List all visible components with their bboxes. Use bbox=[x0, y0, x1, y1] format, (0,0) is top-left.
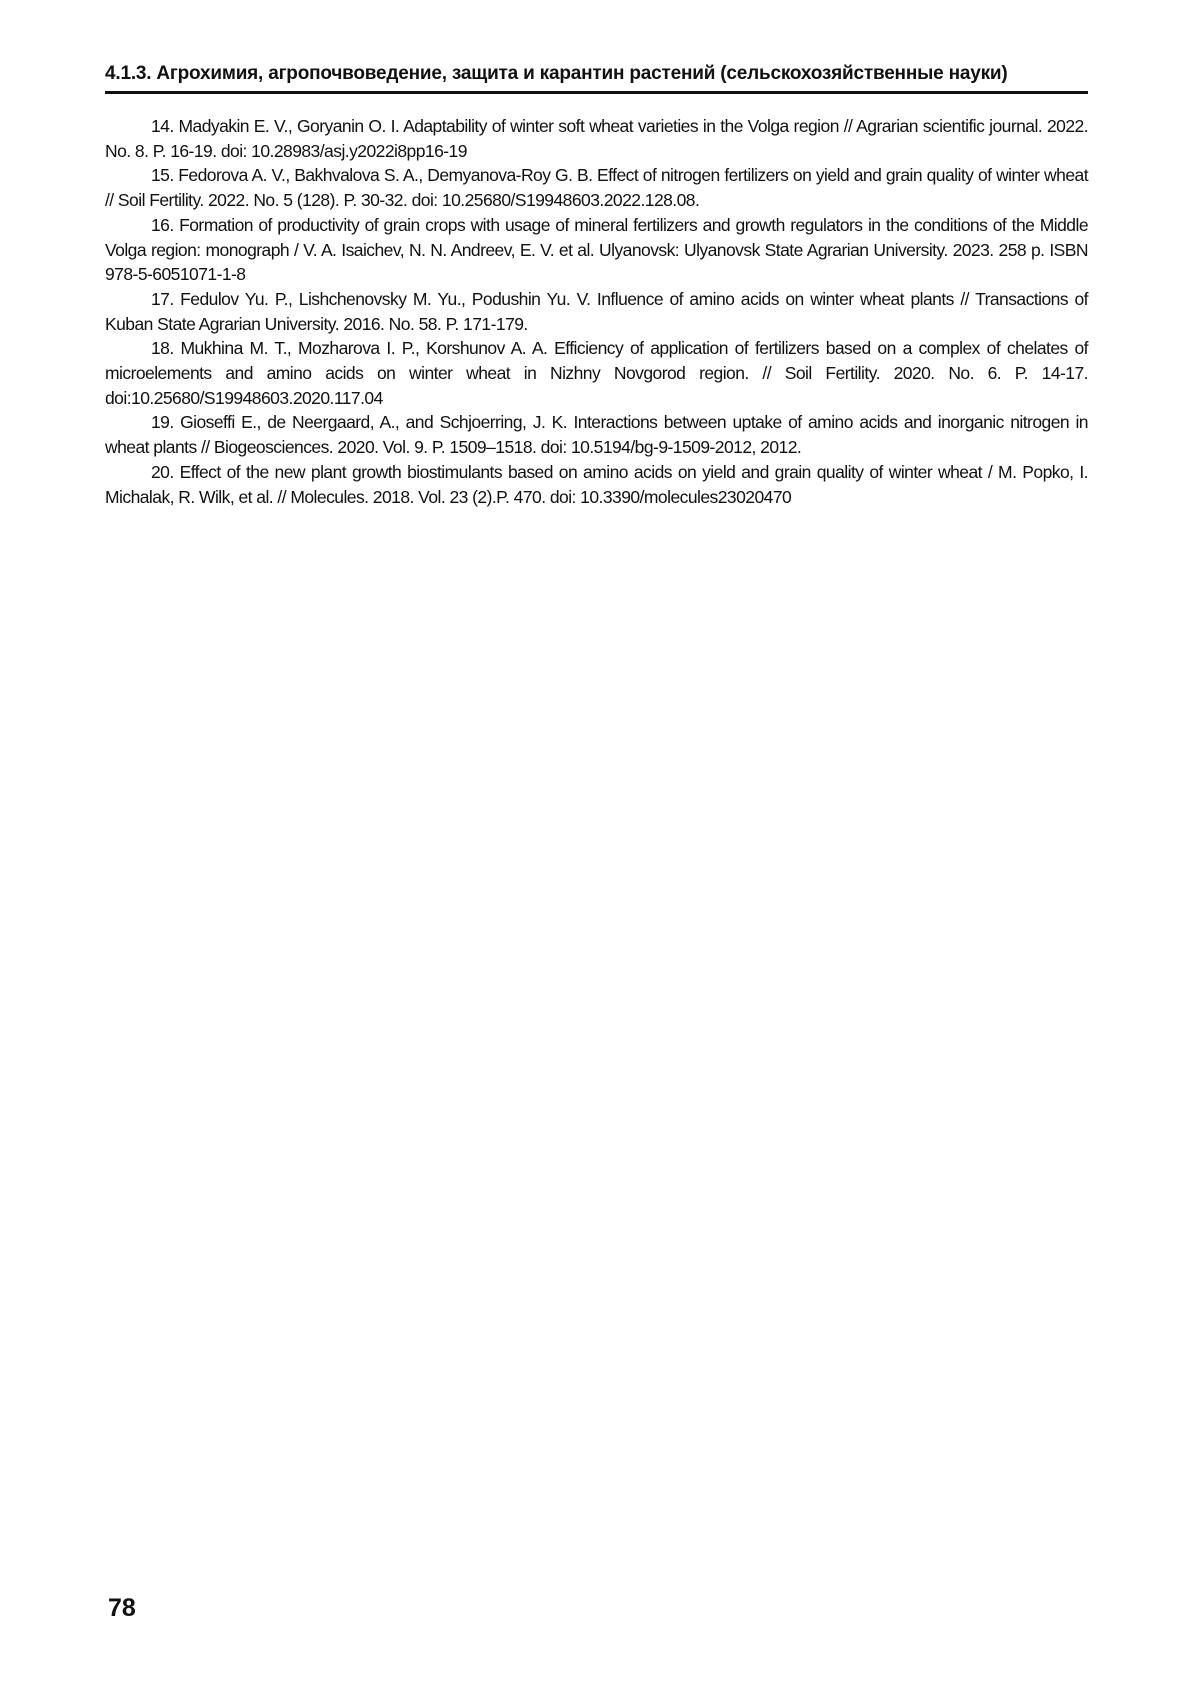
reference-item-18: 18. Mukhina M. T., Mozharova I. P., Korshunov A. A. Efficiency of application of fertilizers based on a complex of chelates of microelements and amino acids on winter wheat in Nizhny Novgorod region. // Soil Fertility. 2020. No. 6. P. 14-17. doi:10.25680/S19948603.2020.117.04 bbox=[105, 338, 1088, 408]
reference-item-17: 17. Fedulov Yu. P., Lishchenovsky M. Yu., Podushin Yu. V. Influence of amino acids on winter wheat plants // Transactions of Kuban State Agrarian University. 2016. No. 58. P. 171-179. bbox=[105, 288, 1088, 334]
reference-item-15: 15. Fedorova A. V., Bakhvalova S. A., Demyanova-Roy G. B. Effect of nitrogen fertilizers on yield and grain quality of winter wheat // Soil Fertility. 2022. No. 5 (128). P. 30-32. doi: 10.25680/S19948603.2022.128.08. bbox=[105, 165, 1088, 211]
reference-item-19: 19. Gioseffi E., de Neergaard, A., and Schjoerring, J. K. Interactions between uptake of amino acids and inorganic nitrogen in wheat plants // Biogeosciences. 2020. Vol. 9. P. 1509–1518. doi: 10.5194/bg-9-1509-2012, 2012. bbox=[105, 412, 1088, 458]
references-list bbox=[105, 114, 1088, 509]
reference-item-16: 16. Formation of productivity of grain crops with usage of mineral fertilizers and growth regulators in the conditions of the Middle Volga region: monograph / V. A. Isaichev, N. N. Andreev, E. V. et al. Ulyanovsk: Ulyanovsk State Agrarian University. 2023. 258 p. ISBN 978-5-6051071-1-8 bbox=[105, 214, 1088, 285]
section-header bbox=[105, 62, 1088, 94]
reference-item-14: 14. Madyakin E. V., Goryanin O. I. Adaptability of winter soft wheat varieties in the Volga region // Agrarian scientific journal. 2022. No. 8. P. 16-19. doi: 10.28983/asj.y2022i8pp16-19 bbox=[105, 116, 1088, 161]
section-title: 4.1.3. Агрохимия, агропочвоведение, защита и карантин растений (сельскохозяйственные науки) bbox=[105, 62, 1088, 94]
page-number: 78 bbox=[108, 1594, 136, 1622]
reference-item-20: 20. Effect of the new plant growth biostimulants based on amino acids on yield and grain quality of winter wheat / M. Popko, I. Michalak, R. Wilk, et al. // Molecules. 2018. Vol. 23 (2).P. 470. doi: 10.3390/molecules23020470 bbox=[105, 461, 1088, 507]
